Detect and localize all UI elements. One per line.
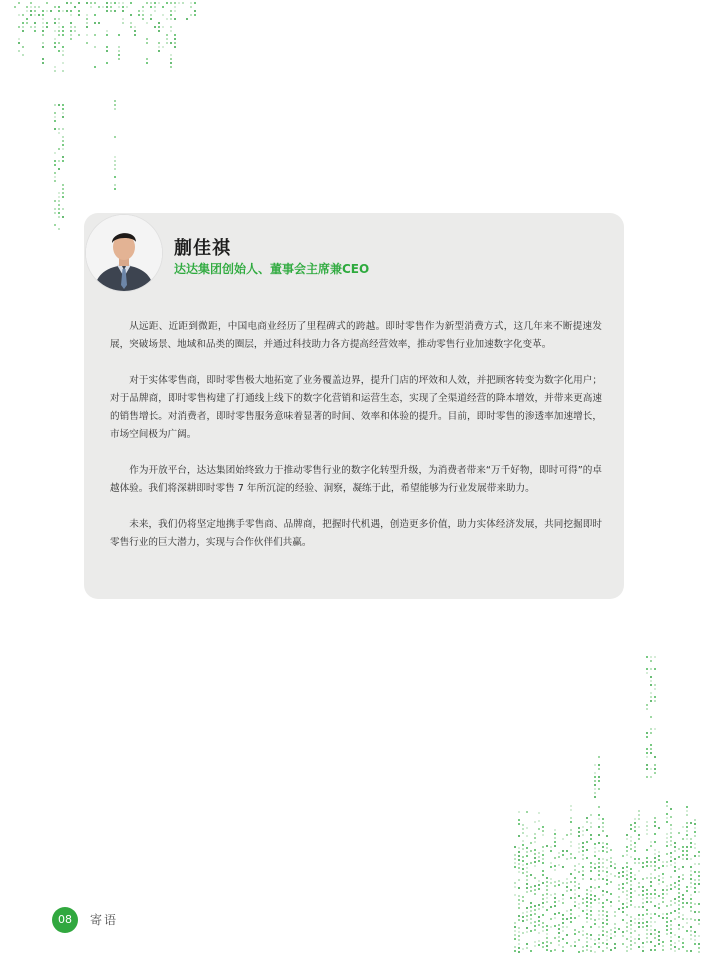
paragraph: 从远距、近距到微距，中国电商业经历了里程碑式的跨越。即时零售作为新型消费方式，这几年来不断提速发展，突破场景、地域和品类的圈层，并通过科技助力各方提高经营效率，推动零售行业加速数字化变革。	[110, 321, 602, 350]
paragraph: 未来，我们仍将坚定地携手零售商、品牌商，把握时代机遇，创造更多价值，助力实体经济发展，共同挖掘即时零售行业的巨大潜力，实现与合作伙伴们共赢。	[110, 519, 602, 548]
foreword-body	[110, 318, 602, 570]
portrait-photo	[86, 215, 162, 291]
section-label: 寄语	[90, 913, 119, 927]
page-number-badge: 08	[52, 907, 78, 933]
person-title: 达达集团创始人、董事会主席兼CEO	[174, 262, 370, 276]
paragraph: 作为开放平台，达达集团始终致力于推动零售行业的数字化转型升级，为消费者带来“万千好物，即时可得”的卓越体验。我们将深耕即时零售 7 年所沉淀的经验、洞察，凝练于此，希望能够为行业发展带来助力。	[110, 465, 602, 494]
paragraph: 对于实体零售商，即时零售极大地拓宽了业务覆盖边界，提升门店的坪效和人效，并把顾客转变为数字化用户；对于品牌商，即时零售构建了打通线上线下的数字化营销和运营生态，实现了全渠道经营的降本增效，并带来更高速的销售增长。对消费者，即时零售服务意味着显著的时间、效率和体验的提升。目前，即时零售的渗透率加速增长，市场空间极为广阔。	[110, 375, 602, 440]
avatar	[86, 215, 162, 291]
person-name: 蒯佳祺	[174, 238, 231, 259]
